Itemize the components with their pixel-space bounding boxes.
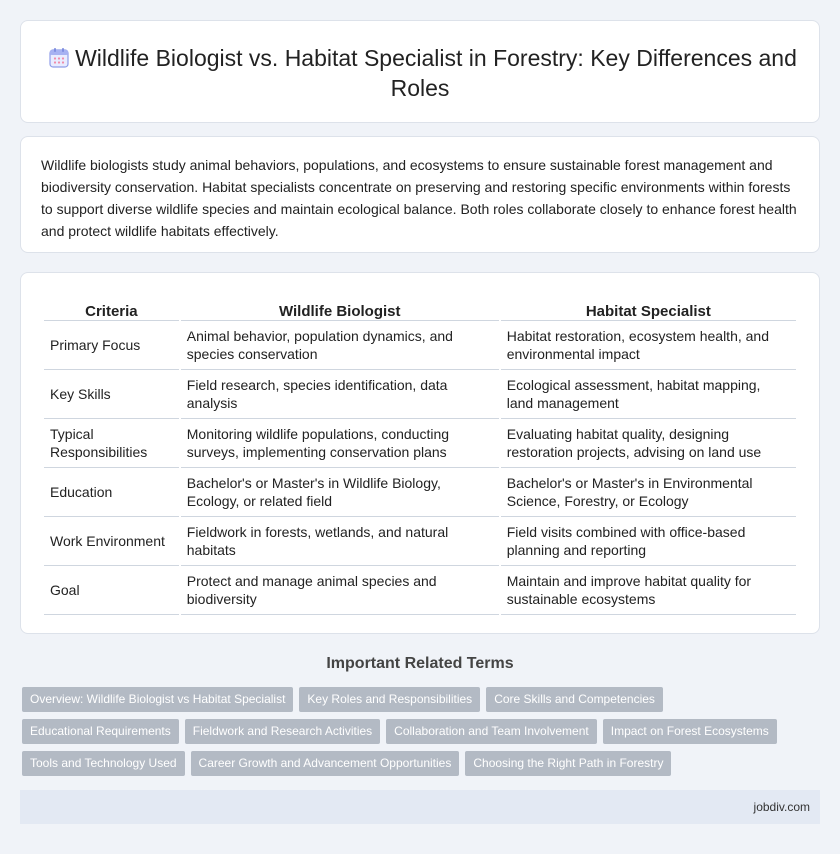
wildlife-biologist-cell: Fieldwork in forests, wetlands, and natural habitats bbox=[181, 517, 499, 566]
wildlife-biologist-cell: Protect and manage animal species and biodiversity bbox=[181, 566, 499, 615]
related-term-link[interactable]: Fieldwork and Research Activities bbox=[185, 719, 380, 744]
related-terms-row bbox=[22, 719, 822, 744]
table-header-row bbox=[44, 296, 796, 321]
table-row bbox=[44, 566, 796, 615]
related-term-link[interactable]: Career Growth and Advancement Opportunities bbox=[191, 751, 460, 776]
criteria-cell: Typical Responsibilities bbox=[44, 419, 179, 468]
wildlife-biologist-cell: Field research, species identification, data analysis bbox=[181, 370, 499, 419]
related-term-link[interactable]: Collaboration and Team Involvement bbox=[386, 719, 597, 744]
wildlife-biologist-cell: Bachelor's or Master's in Wildlife Biology, Ecology, or related field bbox=[181, 468, 499, 517]
related-terms-row bbox=[22, 687, 822, 712]
criteria-cell: Work Environment bbox=[44, 517, 179, 566]
comparison-table-card bbox=[20, 272, 820, 634]
habitat-specialist-cell: Field visits combined with office-based planning and reporting bbox=[501, 517, 796, 566]
header-wildlife-biologist: Wildlife Biologist bbox=[181, 296, 499, 321]
related-terms-row bbox=[22, 751, 822, 776]
habitat-specialist-cell: Habitat restoration, ecosystem health, and environmental impact bbox=[501, 321, 796, 370]
intro-card bbox=[20, 136, 820, 253]
criteria-cell: Education bbox=[44, 468, 179, 517]
related-term-link[interactable]: Tools and Technology Used bbox=[22, 751, 185, 776]
related-term-link[interactable]: Core Skills and Competencies bbox=[486, 687, 663, 712]
wildlife-biologist-cell: Monitoring wildlife populations, conducting surveys, implementing conservation plans bbox=[181, 419, 499, 468]
criteria-cell: Key Skills bbox=[44, 370, 179, 419]
table-row bbox=[44, 321, 796, 370]
table-row bbox=[44, 468, 796, 517]
table-row bbox=[44, 419, 796, 468]
page-title: Wildlife Biologist vs. Habitat Specialist in Forestry: Key Differences and Roles bbox=[75, 45, 797, 101]
table-row bbox=[44, 370, 796, 419]
related-term-link[interactable]: Key Roles and Responsibilities bbox=[299, 687, 480, 712]
intro-paragraph: Wildlife biologists study animal behaviors, populations, and ecosystems to ensure sustainable forest management and biodiversity conservation. Habitat specialists concentrate on preserving and restoring specific environments within forests to support diverse wildlife species and maintain ecological balance. Both roles collaborate closely to enhance forest health and protect wildlife habitats effectively. bbox=[41, 157, 797, 239]
table-row bbox=[44, 517, 796, 566]
habitat-specialist-cell: Maintain and improve habitat quality for sustainable ecosystems bbox=[501, 566, 796, 615]
wildlife-biologist-cell: Animal behavior, population dynamics, and species conservation bbox=[181, 321, 499, 370]
habitat-specialist-cell: Ecological assessment, habitat mapping, land management bbox=[501, 370, 796, 419]
criteria-cell: Goal bbox=[44, 566, 179, 615]
criteria-cell: Primary Focus bbox=[44, 321, 179, 370]
related-term-link[interactable]: Choosing the Right Path in Forestry bbox=[465, 751, 671, 776]
related-terms bbox=[22, 687, 822, 783]
footer bbox=[20, 790, 820, 824]
title-card bbox=[20, 20, 820, 123]
related-term-link[interactable]: Educational Requirements bbox=[22, 719, 179, 744]
related-term-link[interactable]: Overview: Wildlife Biologist vs Habitat Specialist bbox=[22, 687, 293, 712]
header-criteria: Criteria bbox=[44, 296, 179, 321]
habitat-specialist-cell: Evaluating habitat quality, designing restoration projects, advising on land use bbox=[501, 419, 796, 468]
related-terms-heading: Important Related Terms bbox=[326, 655, 514, 672]
habitat-specialist-cell: Bachelor's or Master's in Environmental Science, Forestry, or Ecology bbox=[501, 468, 796, 517]
comparison-table bbox=[42, 296, 798, 615]
footer-site-link[interactable]: jobdiv.com bbox=[753, 800, 810, 814]
header-habitat-specialist: Habitat Specialist bbox=[501, 296, 796, 321]
related-term-link[interactable]: Impact on Forest Ecosystems bbox=[603, 719, 777, 744]
